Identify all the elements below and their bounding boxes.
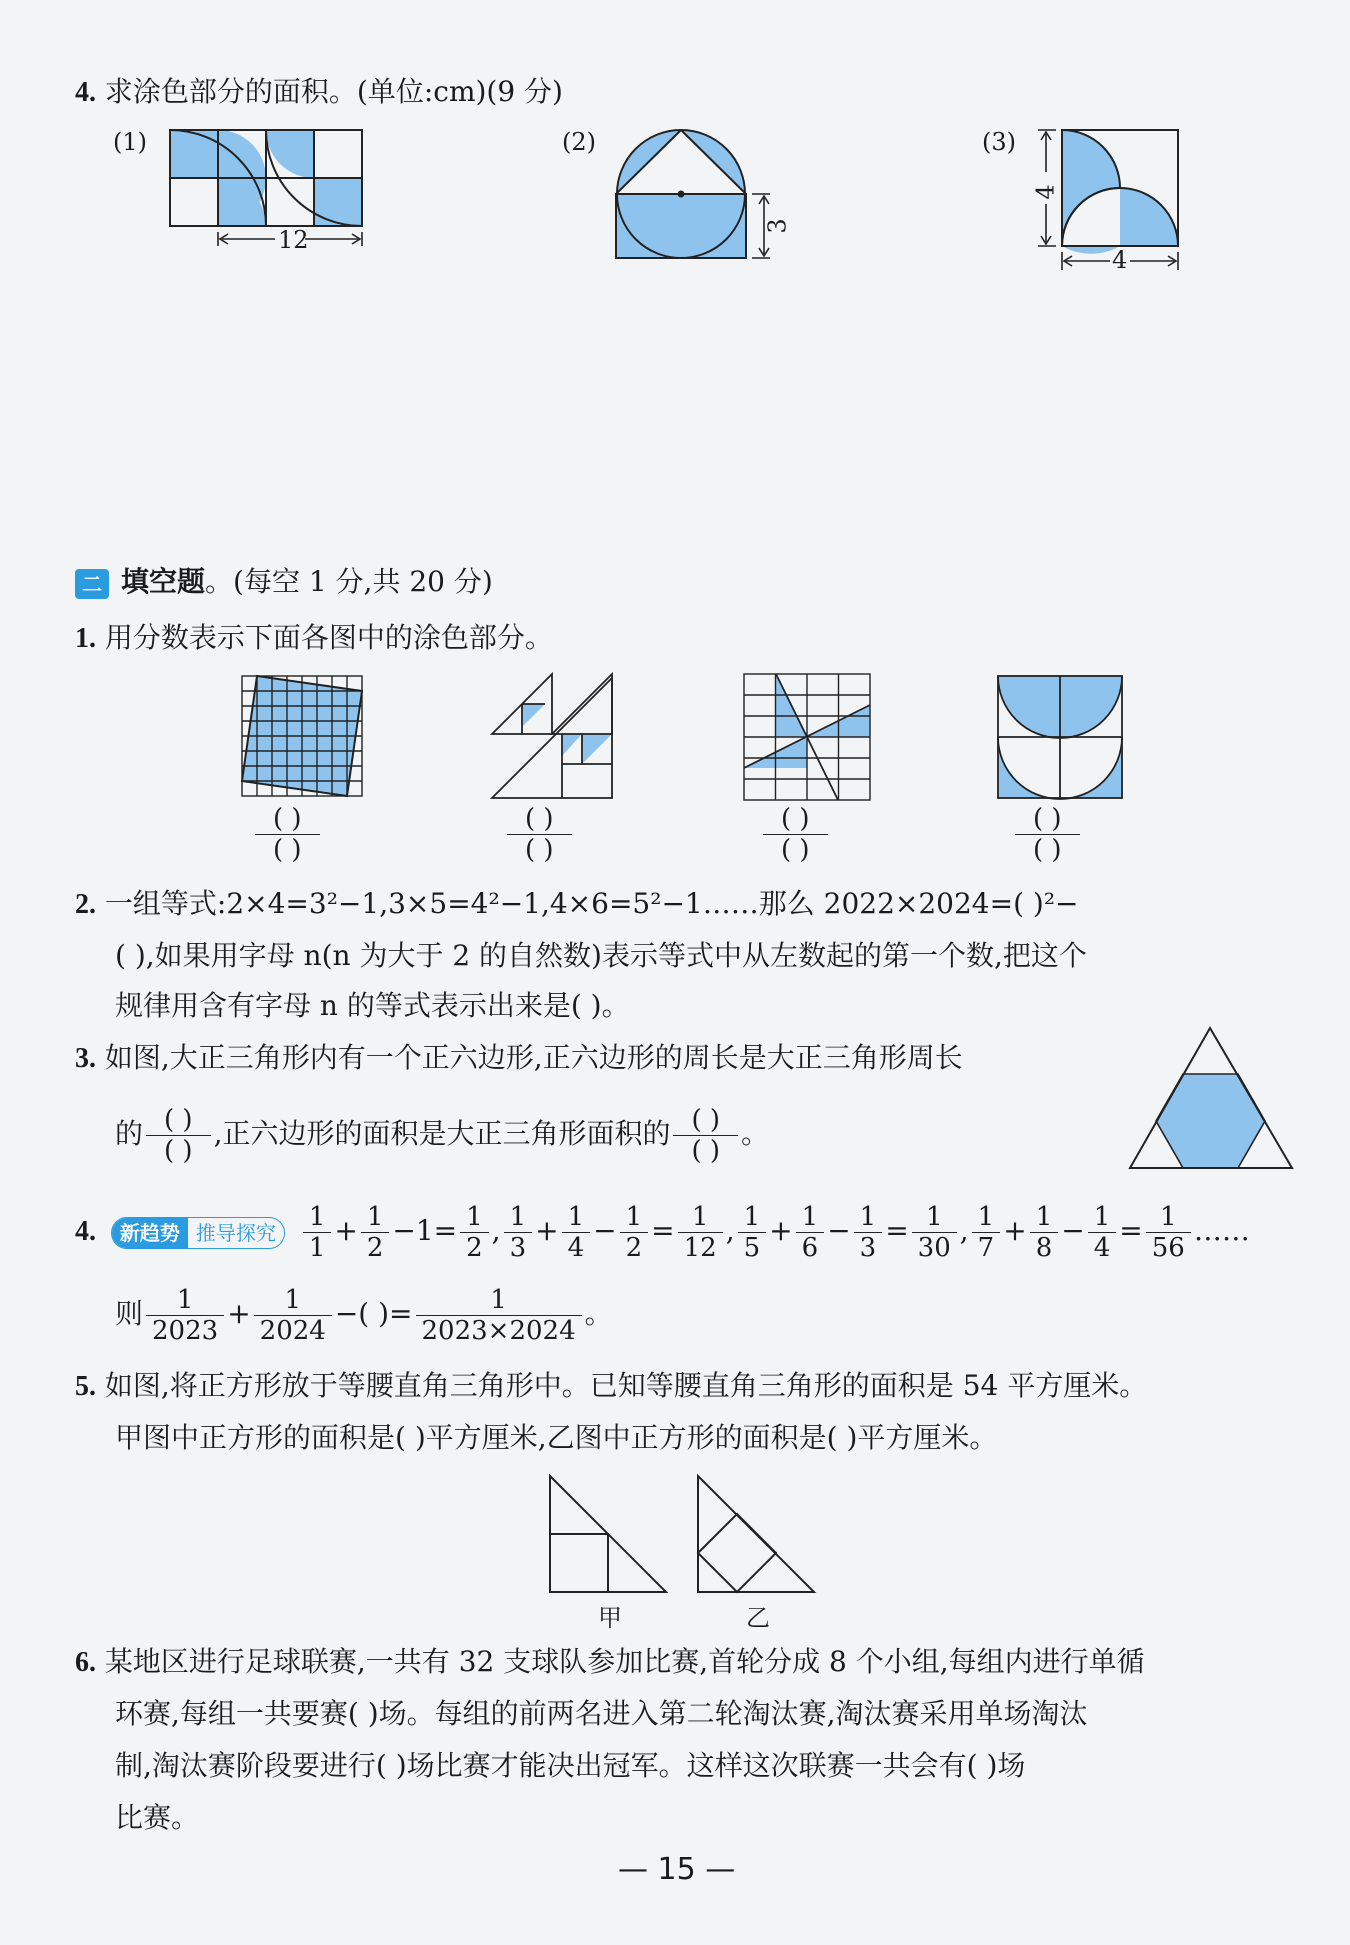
operator: −	[1061, 1214, 1085, 1247]
page-number: — 15 —	[618, 1852, 736, 1887]
section-title: 填空题	[121, 565, 206, 598]
fraction	[738, 1202, 767, 1263]
fraction-numerator: 1	[678, 1202, 723, 1233]
fraction-denominator: 2	[466, 1233, 483, 1263]
fraction-numerator: ( )	[255, 804, 320, 835]
fraction-denominator: 1	[308, 1233, 326, 1263]
figure-3-dimension-vertical: 4	[1031, 184, 1060, 200]
fraction-numerator: 1	[1030, 1202, 1059, 1233]
question-number: 1.	[75, 623, 96, 654]
fraction-denominator: 6	[801, 1233, 819, 1263]
fraction-numerator: 1	[796, 1202, 825, 1233]
fraction-denominator: 4	[567, 1233, 585, 1263]
fraction	[1030, 1202, 1059, 1263]
figure-1-quarter-circles	[170, 130, 370, 260]
fraction-denominator: 3	[859, 1233, 877, 1263]
fill1-figure-tilted-square	[242, 676, 366, 800]
fraction-denominator: ( )	[691, 1136, 721, 1166]
fill5-line-2: 甲图中正方形的面积是( )平方厘米,乙图中正方形的面积是( )平方厘米。	[115, 1421, 998, 1454]
fill2-line-1	[75, 884, 1079, 925]
operator: ,	[725, 1214, 735, 1247]
fill5-figure-b-triangle-diamond	[696, 1474, 816, 1596]
fraction	[460, 1202, 489, 1263]
question-number: 6.	[75, 1647, 96, 1678]
text: 则	[115, 1297, 144, 1330]
pattern-equations	[300, 1202, 1250, 1263]
question-text: 求涂色部分的面积。(单位:cm)(9 分)	[104, 75, 563, 108]
fraction	[254, 1285, 332, 1346]
figure-2-label: (2)	[562, 128, 596, 156]
figure-3-label: (3)	[982, 128, 1016, 156]
fill5-figure-a-triangle-square	[548, 1474, 668, 1596]
fraction-denominator: 5	[743, 1233, 761, 1263]
fraction	[854, 1202, 883, 1263]
operator: +	[1003, 1214, 1027, 1247]
fraction-numerator: 1	[620, 1202, 649, 1233]
tag-label: 新趋势	[112, 1218, 188, 1248]
fraction-denominator: 30	[917, 1233, 951, 1263]
fill3-figure-triangle-hexagon	[1128, 1026, 1294, 1170]
question-number: 4.	[75, 77, 96, 108]
operator: −	[827, 1214, 851, 1247]
fraction-denominator: ( )	[1033, 835, 1062, 865]
operator: ,	[491, 1214, 501, 1247]
fill5-label-a: 甲	[598, 1604, 622, 1632]
fraction-denominator: 2023	[152, 1316, 219, 1346]
fill4-line-1	[75, 1196, 1250, 1267]
operator: =	[885, 1214, 909, 1247]
fill5-line-1	[75, 1366, 1147, 1407]
fraction	[620, 1202, 649, 1263]
text: ,正六边形的面积是大正三角形面积的	[213, 1117, 671, 1150]
question-number: 2.	[75, 889, 96, 920]
fraction-numerator: 1	[1146, 1202, 1191, 1233]
answer-blank[interactable]: −( )=	[334, 1297, 413, 1330]
fraction-denominator: 3	[509, 1233, 527, 1263]
fill1-figure-semicircles	[996, 674, 1126, 800]
operator: =	[651, 1214, 675, 1247]
fraction-numerator: 1	[416, 1285, 582, 1316]
fraction-denominator: 8	[1035, 1233, 1053, 1263]
operator: −1=	[392, 1214, 458, 1247]
operator: +	[535, 1214, 559, 1247]
figure-2-circle-square	[612, 128, 792, 268]
operator: −	[593, 1214, 617, 1247]
fraction-denominator: 56	[1151, 1233, 1185, 1263]
fill6-line-3: 制,淘汰赛阶段要进行( )场比赛才能决出冠军。这样这次联赛一共会有( )场	[115, 1749, 1026, 1782]
fill1-answer-blank-4[interactable]	[1015, 804, 1080, 865]
fraction	[504, 1202, 533, 1263]
fraction-numerator: ( )	[507, 804, 572, 835]
fraction-numerator: 1	[254, 1285, 332, 1316]
fraction-denominator: 12	[683, 1233, 717, 1263]
fraction	[972, 1202, 1001, 1263]
fraction	[146, 1285, 224, 1346]
section-note: 。(每空 1 分,共 20 分)	[205, 565, 493, 598]
question-number: 5.	[75, 1371, 96, 1402]
fraction	[1088, 1202, 1117, 1263]
question-number: 4.	[75, 1216, 96, 1247]
question-text: 某地区进行足球联赛,一共有 32 支球队参加比赛,首轮分成 8 个小组,每组内进行单循	[104, 1645, 1145, 1678]
fraction-denominator: ( )	[781, 835, 810, 865]
fraction-denominator: ( )	[273, 835, 302, 865]
text: 。	[741, 1117, 770, 1150]
fraction-denominator: 2	[625, 1233, 643, 1263]
fill6-line-1	[75, 1642, 1145, 1683]
question-text: 如图,大正三角形内有一个正六边形,正六边形的周长是大正三角形周长	[104, 1041, 963, 1074]
question-number: 3.	[75, 1043, 96, 1074]
operator: ,	[959, 1214, 969, 1247]
fraction-numerator: 1	[738, 1202, 767, 1233]
fill5-label-b: 乙	[746, 1604, 770, 1632]
fill2-line-3: 规律用含有字母 n 的等式表示出来是( )。	[115, 989, 630, 1022]
fill4-line-2	[115, 1278, 613, 1350]
fraction-denominator: 2023×2024	[421, 1316, 576, 1346]
fill6-line-2: 环赛,每组一共要赛( )场。每组的前两名进入第二轮淘汰赛,淘汰赛采用单场淘汰	[115, 1697, 1088, 1730]
fraction-denominator: ( )	[525, 835, 554, 865]
tag-sublabel: 推导探究	[195, 1220, 276, 1245]
operator: +	[227, 1297, 251, 1330]
question-text: 如图,将正方形放于等腰直角三角形中。已知等腰直角三角形的面积是 54 平方厘米。	[104, 1369, 1148, 1402]
operator: =	[1119, 1214, 1143, 1247]
fill1-figure-triangles	[490, 674, 620, 800]
section-header	[75, 562, 493, 602]
operator: +	[769, 1214, 793, 1247]
fraction-denominator: 7	[977, 1233, 995, 1263]
fill1-answer-blank-3[interactable]	[763, 804, 828, 865]
q4-heading	[75, 72, 563, 113]
text: 。	[584, 1297, 613, 1330]
fraction-numerator: ( )	[673, 1105, 738, 1136]
fraction-numerator: 1	[1088, 1202, 1117, 1233]
fraction-denominator: 2	[366, 1233, 384, 1263]
fraction-numerator: 1	[361, 1202, 390, 1233]
fraction-numerator: 1	[912, 1202, 957, 1233]
fraction-numerator: 1	[854, 1202, 883, 1233]
fraction-numerator: 1	[460, 1202, 489, 1233]
section-badge: 二	[75, 569, 109, 599]
fraction-numerator: 1	[504, 1202, 533, 1233]
fill6-line-4: 比赛。	[115, 1801, 200, 1834]
fraction	[1146, 1202, 1191, 1263]
fraction	[796, 1202, 825, 1263]
fill3-answer-blank-1[interactable]	[146, 1105, 211, 1166]
fraction-numerator: ( )	[146, 1105, 211, 1136]
fraction-numerator: ( )	[1015, 804, 1080, 835]
operator: +	[334, 1214, 358, 1247]
fraction	[303, 1202, 332, 1263]
fill1-answer-blank-1[interactable]	[255, 804, 320, 865]
fraction	[361, 1202, 390, 1263]
fill1-answer-blank-2[interactable]	[507, 804, 572, 865]
operator: ……	[1193, 1214, 1250, 1247]
fraction	[416, 1285, 582, 1346]
fraction-numerator: 1	[972, 1202, 1001, 1233]
question-text: 用分数表示下面各图中的涂色部分。	[104, 621, 553, 654]
fraction	[678, 1202, 723, 1263]
fraction-numerator: 1	[146, 1285, 224, 1316]
question-text: 一组等式:2×4=3²−1,3×5=4²−1,4×6=5²−1……那么 2022×2024=( )²−	[104, 887, 1079, 920]
fraction-numerator: 1	[303, 1202, 332, 1233]
fill1-figure-grid-pinwheel	[744, 674, 872, 800]
fill2-line-2: ( ),如果用字母 n(n 为大于 2 的自然数)表示等式中从左数起的第一个数,把这个	[115, 939, 1087, 972]
figure-1-label: (1)	[113, 128, 147, 156]
fill3-line-2	[115, 1100, 769, 1168]
fill3-answer-blank-2[interactable]	[673, 1105, 738, 1166]
fraction	[562, 1202, 591, 1263]
fraction-numerator: ( )	[763, 804, 828, 835]
figure-3-dimension-horizontal: 4	[1112, 246, 1128, 274]
figure-2-dimension: 3	[763, 218, 792, 234]
fraction-denominator: ( )	[164, 1136, 193, 1166]
fraction-numerator: 1	[562, 1202, 591, 1233]
fill3-line-1	[75, 1038, 963, 1079]
fraction-denominator: 4	[1093, 1233, 1111, 1263]
figure-1-dimension: 12	[278, 226, 309, 254]
fraction	[912, 1202, 957, 1263]
fill1-question	[75, 618, 553, 659]
fraction-denominator: 2024	[259, 1316, 326, 1346]
text: 的	[115, 1117, 144, 1150]
trend-tag	[111, 1217, 285, 1249]
